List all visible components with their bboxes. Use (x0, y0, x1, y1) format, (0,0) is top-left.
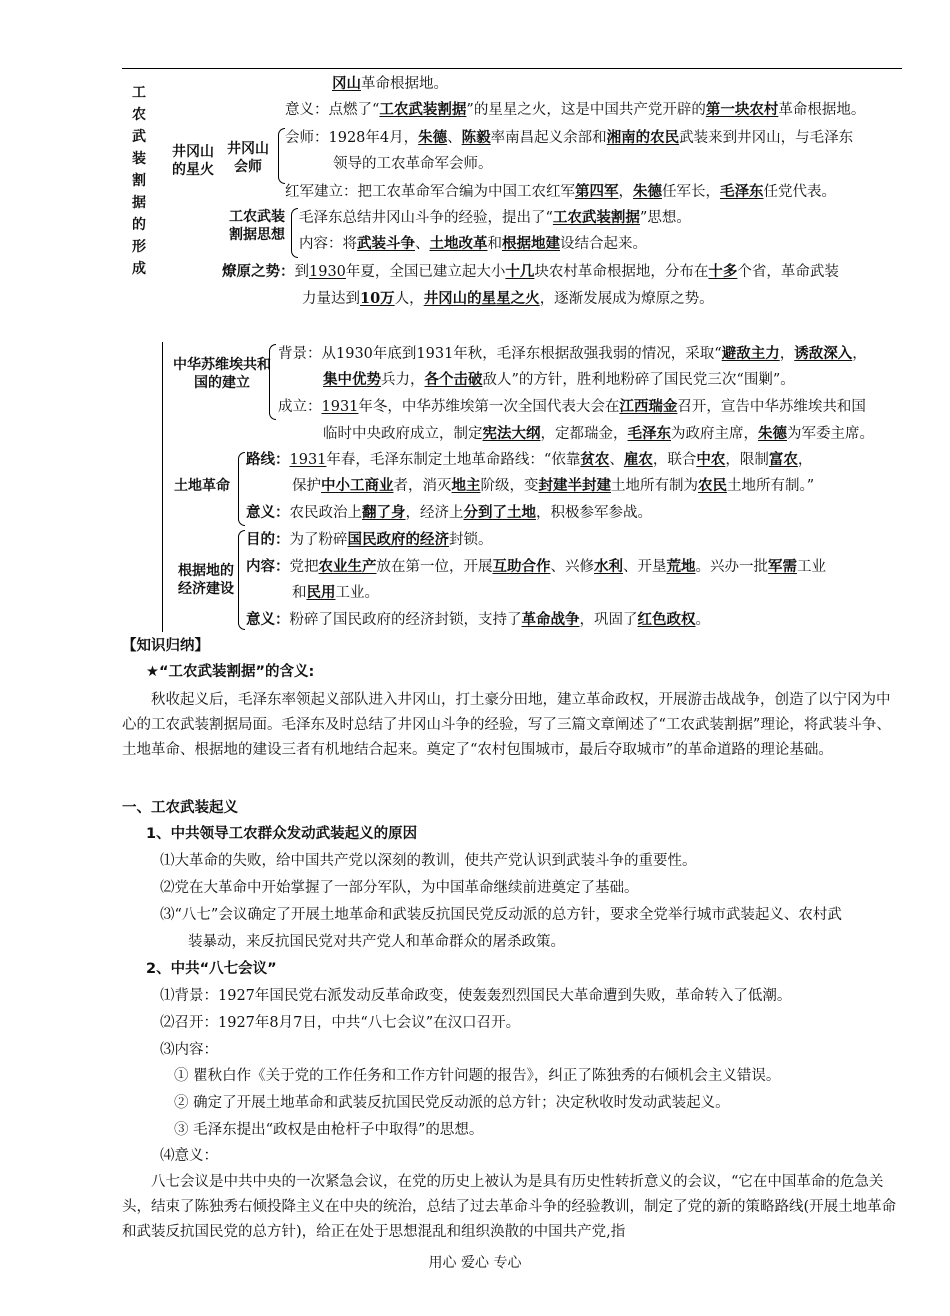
subsection-2-heading: 2、中共“八七会议” (146, 961, 277, 977)
brace (291, 208, 298, 258)
tree1-row-hongjun: 红军建立：把工农革命军合编为中国工农红军第四军，朱德任军长，毛泽东任党代表。 (285, 183, 836, 200)
bayi-content-1: ① 瞿秋白作《关于党的工作任务和工作方针问题的报告》，纠正了陈独秀的右倾机会主义错误。 (174, 1068, 781, 1084)
tree2-row-jingji-neirong: 内容：党把农业生产放在第一位，开展互助合作、兴修水利、开垦荒地。兴办一批军需工业 (246, 558, 826, 575)
bayi-content-3: ③ 毛泽东提出“政权是由枪杆子中取得”的思想。 (174, 1122, 484, 1138)
subsection-1-heading: 1、中共领导工农群众发动武装起义的原因 (146, 826, 418, 842)
tree2-outer-line (162, 342, 163, 632)
tree2-row-tudi-yiyi: 意义：农民政治上翻了身，经济上分到了土地，积极参军参战。 (246, 504, 652, 521)
bayi-significance: ⑷意义： (160, 1148, 218, 1164)
tree1-row0: 冈山革命根据地。 (332, 75, 448, 92)
tree2-row-mudi: 目的：为了粉碎国民政府的经济封锁。 (246, 531, 493, 548)
tree2-row-luxian-cont: 保护中小工商业者，消灭地主阶级，变封建半封建土地所有制为农民土地所有制。” (292, 477, 815, 494)
summary-star-title: ★“工农武装割据”的含义: (146, 664, 315, 680)
bayi-content-2: ② 确定了开展土地革命和武装反抗国民党反动派的总方针；决定秋收时发动武装起义。 (174, 1095, 730, 1111)
section-1-heading: 一、工农武装起义 (122, 800, 238, 816)
summary-paragraph-2: 八七会议是中共中央的一次紧急会议，在党的历史上被认为是具有历史性转折意义的会议，“它在中国革命的危急关头，结束了陈独秀右倾投降主义在中央的统治，总结了过去革命斗争的经验教训，制定了党的新的策略路线(开展土地革命和武装反抗国民党的总方针)，给正在处于思想混乱和组织涣散的中国共产党,指 (122, 1174, 897, 1240)
reason-3: ⑶“八七”会议确定了开展土地革命和武装反抗国民党反动派的总方针，要求全党举行城市武装起义、农村武 (160, 907, 842, 923)
reason-3-cont: 装暴动，来反抗国民党对共产党人和革命群众的屠杀政策。 (188, 934, 565, 950)
tree2-row-jingji-cont: 和民用工业。 (292, 584, 379, 601)
tree2-tudi-label: 土地革命 (174, 478, 230, 494)
tree1-sixiang-label: 工农武装割据思想 (229, 209, 285, 243)
tree1-row-liaoyuan: 燎原之势：到1930年夏，全国已建立起大小十几块农村革命根据地，分布在十多个省，革命武装 (222, 263, 839, 280)
tree2-jingji-label: 根据地的经济建设 (178, 563, 234, 597)
summary-paragraph-1: 秋收起义后，毛泽东率领起义部队进入井冈山，打土豪分田地，建立革命政权，开展游击战战争，创造了以宁冈为中心的工农武装割据局面。毛泽东及时总结了井冈山斗争的经验，写了三篇文章阐述了“工农武装割据”理论，将武装斗争、土地革命、根据地的建设三者有机地结合起来。奠定了“农村包围城市，最后夺取城市”的革命道路的理论基础。 (122, 692, 891, 758)
tree1-level1-label: 井冈山的星火 (172, 144, 214, 178)
tree1-level2-label: 井冈山会师 (227, 141, 269, 175)
top-rule (122, 68, 902, 69)
reason-1: ⑴大革命的失败，给中国共产党以深刻的教训，使共产党认识到武装斗争的重要性。 (160, 853, 697, 869)
brace (238, 530, 245, 630)
tree2-row-chengli-cont: 临时中央政府成立，制定宪法大纲，定都瑞金，毛泽东为政府主席，朱德为军委主席。 (323, 425, 874, 442)
bayi-content: ⑶内容： (160, 1042, 218, 1058)
brace (278, 128, 285, 184)
vertical-section-title: 工农武装割据的形成 (132, 85, 146, 277)
bayi-background: ⑴背景：1927年国民党右派发动反革命政变，使轰轰烈烈国民大革命遭到失败，革命转入了低潮。 (160, 988, 792, 1004)
tree2-row-beijing: 背景：从1930年底到1931年秋，毛泽东根据敌强我弱的情况，采取“避敌主力，诱敌深入， (278, 345, 867, 362)
tree1-row-sixiang: 毛泽东总结井冈山斗争的经验，提出了“工农武装割据”思想。 (299, 209, 691, 226)
tree2-suwei-label: 中华苏维埃共和国的建立 (173, 357, 271, 391)
summary-header: 【知识归纳】 (122, 638, 209, 654)
bayi-held: ⑵召开：1927年8月7日，中共“八七会议”在汉口召开。 (160, 1015, 521, 1031)
tree2-row-beijing-cont: 集中优势兵力，各个击破敌人”的方针，胜利地粉碎了国民党三次“围剿”。 (323, 371, 795, 388)
tree1-row-meaning: 意义：点燃了“工农武装割据”的星星之火，这是中国共产党开辟的第一块农村革命根据地。 (285, 101, 866, 118)
brace (269, 344, 276, 420)
page-footer: 用心 爱心 专心 (428, 1255, 522, 1271)
tree1-row-huishi-cont: 领导的工农革命军会师。 (333, 156, 493, 172)
brace (238, 452, 245, 526)
tree2-row-chengli: 成立：1931年冬，中华苏维埃第一次全国代表大会在江西瑞金召开，宣告中华苏维埃共和国 (278, 398, 866, 415)
tree1-row-huishi: 会师：1928年4月，朱德、陈毅率南昌起义余部和湘南的农民武装来到井冈山，与毛泽东 (285, 129, 854, 146)
tree1-row-liaoyuan-cont: 力量达到10万人，井冈山的星星之火，逐渐发展成为燎原之势。 (302, 290, 714, 307)
tree2-row-luxian: 路线：1931年春，毛泽东制定土地革命路线：“依靠贫农、雇农，联合中农，限制富农， (246, 451, 813, 468)
reason-2: ⑵党在大革命中开始掌握了一部分军队，为中国革命继续前进奠定了基础。 (160, 880, 639, 896)
tree1-row-neirong: 内容：将武装斗争、土地改革和根据地建设结合起来。 (299, 235, 647, 252)
tree2-row-jingji-yiyi: 意义：粉碎了国民政府的经济封锁，支持了革命战争，巩固了红色政权。 (246, 611, 710, 628)
